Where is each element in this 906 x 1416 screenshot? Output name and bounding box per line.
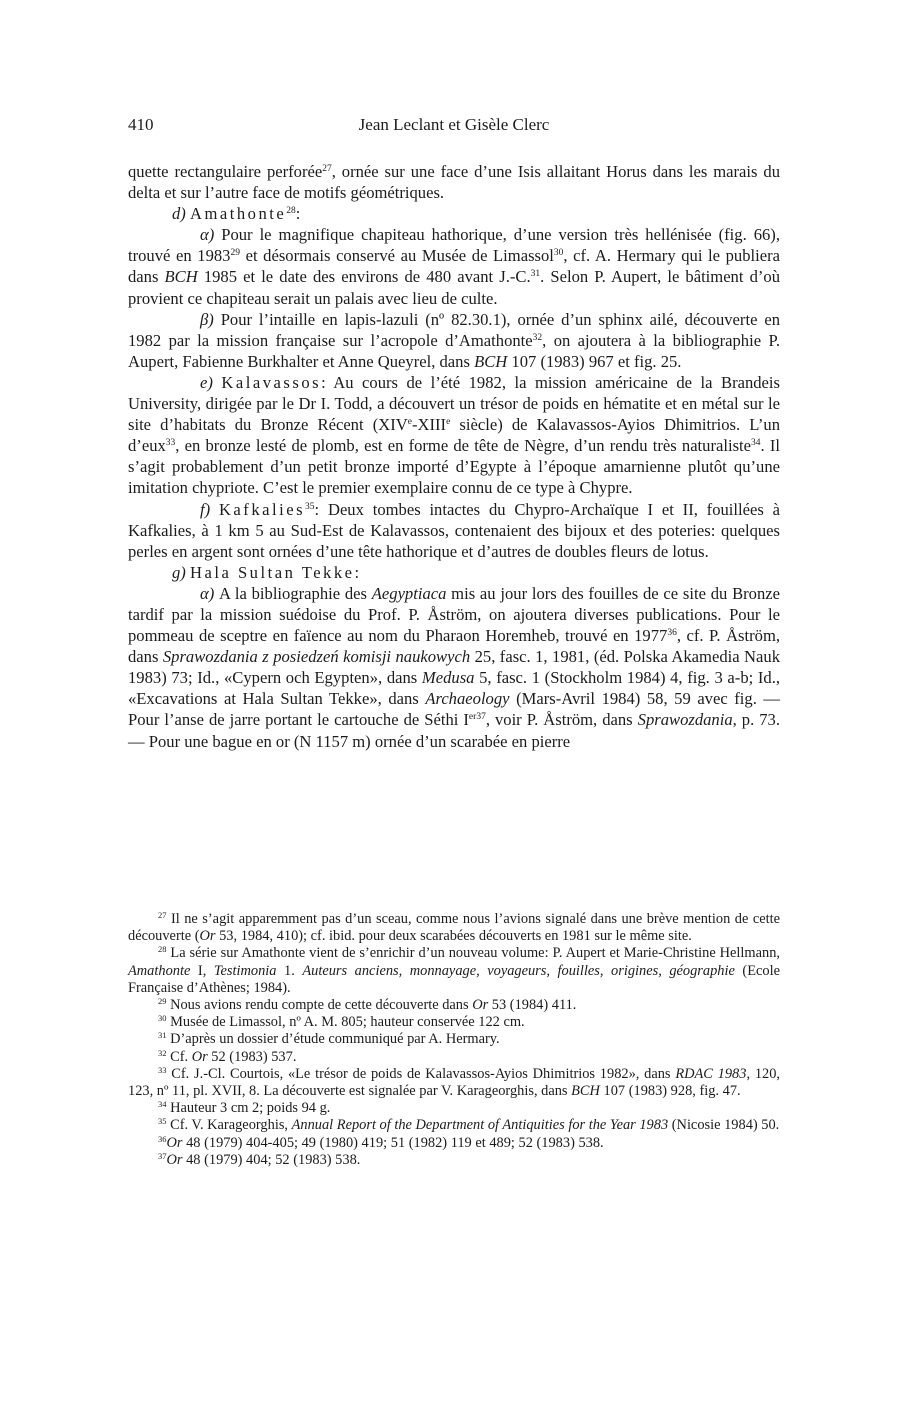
footnote-number: 28 bbox=[158, 944, 167, 955]
footnote-ref[interactable]: 28 bbox=[286, 206, 296, 217]
footnote-number: 34 bbox=[158, 1099, 167, 1110]
footnote-number: 35 bbox=[158, 1116, 167, 1127]
footnote-number: 32 bbox=[158, 1047, 167, 1058]
footnotes bbox=[128, 911, 780, 1169]
page-number: 410 bbox=[128, 115, 154, 134]
footnote: $^{30}$ Musée de Limassol, nº A. M. 805; hauteur conservée 122 cm. bbox=[158, 1013, 525, 1031]
footnote-number: 29 bbox=[158, 996, 167, 1007]
footnote-ref[interactable]: 32 bbox=[532, 332, 543, 343]
running-title: Jean Leclant et Gisèle Clerc bbox=[358, 115, 550, 134]
footnote-ref[interactable]: 29 bbox=[230, 248, 240, 259]
footnote: $^{36}$Or 48 (1979) 404-405; 49 (1980) 419; 51 (1982) 119 et 489; 52 (1983) 538. bbox=[158, 1133, 604, 1151]
footnote: $^{35}$ Cf. V. Karageorghis, Annual Report of the Department of Antiquities for the Year 1983 (Nicosie 1984) 50. bbox=[158, 1116, 780, 1134]
footnote-ref[interactable]: 34 bbox=[751, 438, 761, 449]
footnote: $^{28}$ La série sur Amathonte vient de s’enrichir d’un nouveau volume: P. Aupert et Marie-Christine Hellmann, Amathonte I, Testimonia 1. Auteurs anciens, monnayage, voyageurs, fouilles, origines, géographie (Ecole Française d’Athènes; 1984). bbox=[128, 944, 780, 996]
section-heading-amathonte: d) Amathonte$^{28}$: bbox=[172, 204, 301, 224]
paragraph-hala-sultan-tekke-alpha: α) A la bibliographie des Aegyptiaca mis au jour lors des fouilles de ce site du Bronze tardif par la mission suédoise du Prof. P. Åström, on ajoutera diverses publications. Pour le pommeau de sceptre en faïence au nom du Pharaon Horemheb, trouvé en 1977$^{36}$, cf. P. Åström, dans Sprawozdania z posiedzeń komisji naukowych 25, fasc. 1, 1981, (éd. Polska Akamedia Nauk 1983) 73; Id., «Cypern och Egypten», dans Medusa 5, fasc. 1 (Stockholm 1984) 4, fig. 3 a-b; Id., «Excavations at Hala Sultan Tekke», dans Archaeology (Mars-Avril 1984) 58, 59 avec fig. — Pour l’anse de jarre portant le cartouche de Séthi $I^{er37}$, voir P. Åström, dans Sprawozdania, p. 73. — Pour une bague en or (N 1157 m) ornée d’un scarabée en pierre bbox=[128, 583, 781, 751]
footnote: $^{27}$ Il ne s’agit apparemment pas d’un sceau, comme nous l’avions signalé dans une brève mention de cette découverte (Or 53, 1984, 410); cf. ibid. pour deux scarabées découverts en 1981 sur le même site. bbox=[128, 910, 780, 945]
paragraph-amathonte-beta: β) Pour l’intaille en lapis-lazuli (nº 82.30.1), ornée d’un sphinx ailé, découverte en 1982 par la mission française sur l’acropole d’Amathonte$^{32}$, on ajoutera à la bibliographie P. Aupert, Fabienne Burkhalter et Anne Queyrel, dans BCH 107 (1983) 967 et fig. 25. bbox=[128, 309, 780, 371]
footnote-ref[interactable]: 31 bbox=[530, 269, 541, 280]
footnote: $^{33}$ Cf. J.-Cl. Courtois, «Le trésor de poids de Kalavassos-Ayios Dhimitrios 1982», dans RDAC 1983, 120, 123, nº 11, pl. XVII, 8. La découverte est signalée par V. Karageorghis, dans BCH 107 (1983) 928, fig. 47. bbox=[128, 1064, 781, 1100]
footnote: $^{29}$ Nous avions rendu compte de cette découverte dans Or 53 (1984) 411. bbox=[158, 996, 577, 1014]
footnote-ref[interactable]: 27 bbox=[322, 164, 332, 174]
paragraph-amathonte-alpha: α) Pour le magnifique chapiteau hathorique, d’une version très hellénisée (fig. 66), trouvé en 1983$^{29}$ et désormais conservé au Musée de Limassol$^{30}$, cf. A. Hermary qui le publiera dans BCH 1985 et le date des environs de 480 avant J.-C.$^{31}$. Selon P. Aupert, le bâtiment d’où provient ce chapiteau serait un palais avec lieu de culte. bbox=[128, 225, 781, 308]
footnote-ref[interactable]: 36 bbox=[667, 628, 677, 639]
footnote-ref[interactable]: 37 bbox=[476, 712, 486, 723]
footnote-number: 30 bbox=[158, 1013, 167, 1024]
footnote: $^{37}$Or 48 (1979) 404; 52 (1983) 538. bbox=[158, 1150, 361, 1168]
paragraph-kalavassos: e) Kalavassos: Au cours de l’été 1982, la mission américaine de la Brandeis University, dirigée par le Dr I. Todd, a découvert un trésor de poids en hématite et en métal sur le site d’habitats du Bronze Récent (XIVe-XIIIe siècle) de Kalavassos-Ayios Dhimitrios. L’un d’eux$^{33}$, en bronze lesté de plomb, est en forme de tête de Nègre, d’un rendu très naturaliste$^{34}$. Il s’agit probablement d’un petit bronze importé d’Egypte à l’époque amarnienne plutôt qu’une imitation chypriote. C’est le premier exemplaire connu de ce type à Chypre. bbox=[128, 372, 780, 498]
paragraph-kafkalies: f) Kafkalies$^{35}$: Deux tombes intactes du Chypro-Archaïque I et II, fouillées à Kafkalies, à 1 km 5 au Sud-Est de Kalavassos, contenaient des bijoux et des poteries: quelques perles en argent sont ornées d’une tête hathorique et d’autres de doubles fleurs de lotus. bbox=[128, 499, 780, 561]
footnote-ref[interactable]: 33 bbox=[165, 438, 176, 449]
page-header bbox=[128, 115, 780, 139]
footnote-ref[interactable]: 30 bbox=[553, 248, 564, 259]
footnote-number: 31 bbox=[158, 1030, 167, 1041]
section-heading-hala-sultan-tekke: g) Hala Sultan Tekke: bbox=[172, 562, 360, 582]
footnote: $^{32}$ Cf. Or 52 (1983) 537. bbox=[158, 1047, 297, 1065]
body-text bbox=[128, 161, 780, 752]
footnote-number: 33 bbox=[158, 1064, 167, 1075]
footnote-number: 36 bbox=[158, 1133, 167, 1144]
paragraph-continuation: quette rectangulaire perforée$^{27}$, ornée sur une face d’une Isis allaitant Horus dans les marais du delta et sur l’autre face de motifs géométriques. bbox=[128, 162, 780, 203]
footnote-number: 27 bbox=[158, 910, 167, 920]
footnote: $^{34}$ Hauteur 3 cm 2; poids 94 g. bbox=[158, 1099, 331, 1117]
footnote: $^{31}$ D’après un dossier d’étude communiqué par A. Hermary. bbox=[158, 1030, 500, 1048]
footnote-ref[interactable]: 35 bbox=[305, 501, 315, 512]
footnote-number: 37 bbox=[158, 1150, 167, 1161]
